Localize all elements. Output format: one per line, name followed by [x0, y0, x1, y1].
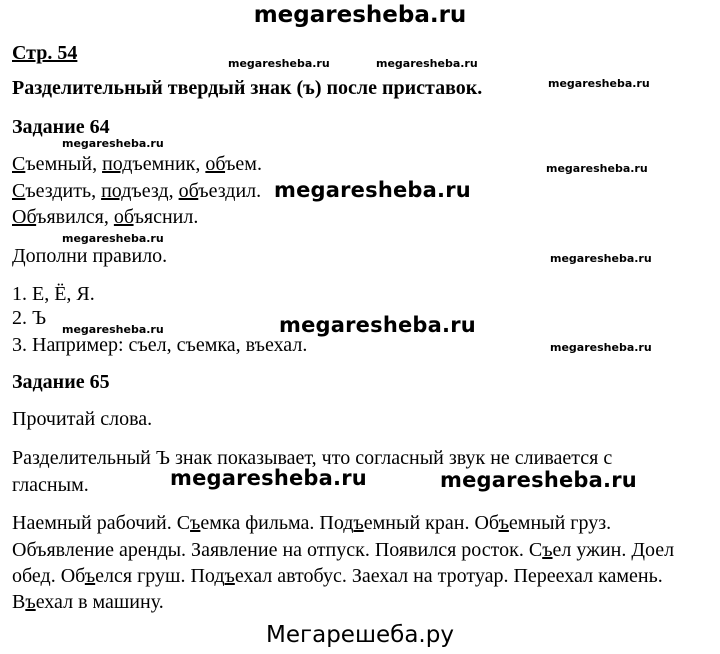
watermark-small: megaresheba.ru — [62, 232, 164, 245]
word-rest: ъем. — [225, 153, 262, 175]
text: ехал в машину. — [35, 591, 164, 613]
watermark-small: megaresheba.ru — [62, 323, 164, 336]
task-65-words-line-1 — [12, 511, 611, 535]
text: емный кран. Об — [363, 512, 499, 534]
task-65-rule-line-2: гласным. — [12, 474, 89, 496]
prefix: об — [205, 153, 226, 175]
header-watermark: megaresheba.ru — [253, 2, 467, 28]
word-rest: ъезд, — [131, 180, 179, 202]
text: емный груз. — [508, 512, 612, 534]
watermark-small: megaresheba.ru — [548, 77, 650, 90]
watermark-large: megaresheba.ru — [279, 313, 476, 337]
task-65-title: Задание 65 — [12, 371, 110, 393]
rule-item: 1. Е, Ё, Я. — [12, 283, 95, 305]
task-65-rule-line-1: Разделительный Ъ знак показывает, что согласный звук не сливается с — [12, 447, 613, 469]
prefix: под — [102, 153, 133, 175]
word-rest: ъездил. — [198, 180, 262, 202]
task-64-instruction: Дополни правило. — [12, 245, 168, 267]
watermark-small: megaresheba.ru — [546, 162, 648, 175]
watermark-small: megaresheba.ru — [550, 252, 652, 265]
prefix: под — [101, 180, 132, 202]
watermark-small: megaresheba.ru — [62, 137, 164, 150]
word-rest: ъяснил. — [133, 206, 199, 228]
task-65-words-line-2 — [12, 538, 674, 562]
text: елся груш. Под — [95, 565, 225, 587]
hard-sign: ъ — [84, 565, 96, 587]
task-65-words-line-4 — [12, 590, 164, 614]
prefix: Об — [12, 206, 37, 228]
text: Объявление аренды. Заявление на отпуск. Появился росток. С — [12, 539, 543, 561]
word-rest: ъемный, — [25, 153, 103, 175]
word-rest: ъемник, — [132, 153, 206, 175]
hard-sign: ъ — [190, 512, 201, 534]
prefix: об — [178, 180, 199, 202]
task-64-line-1 — [12, 152, 262, 176]
text: ел ужин. Доел — [552, 539, 675, 561]
rule-item: 3. Например: съел, съемка, въехал. — [12, 334, 308, 356]
page-label: Стр. 54 — [12, 42, 78, 64]
watermark-small: megaresheba.ru — [228, 57, 330, 70]
hard-sign: ъ — [224, 565, 235, 587]
text: емка фильма. Под — [200, 512, 354, 534]
task-65-words-line-3 — [12, 564, 663, 588]
word-rest: ъездить, — [25, 180, 102, 202]
task-64-line-3 — [12, 205, 198, 229]
word-rest: ъявился, — [36, 206, 114, 228]
task-64-title: Задание 64 — [12, 116, 110, 138]
watermark-large: megaresheba.ru — [170, 466, 367, 490]
watermark-small: megaresheba.ru — [550, 341, 652, 354]
footer-watermark: Мегарешеба.ру — [266, 622, 454, 648]
rule-item: 2. Ъ — [12, 307, 47, 329]
watermark-large: megaresheba.ru — [274, 178, 471, 202]
prefix: С — [12, 153, 26, 175]
prefix: С — [12, 180, 26, 202]
hard-sign: ъ — [353, 512, 364, 534]
text: обед. Об — [12, 565, 85, 587]
prefix: об — [113, 206, 134, 228]
watermark-small: megaresheba.ru — [376, 57, 478, 70]
task-64-line-2 — [12, 179, 261, 203]
text: Наемный рабочий. С — [12, 512, 191, 534]
text: ехал автобус. Заехал на тротуар. Переехал камень. — [234, 565, 663, 587]
watermark-large: megaresheba.ru — [440, 468, 637, 492]
topic-title: Разделительный твердый знак (ъ) после приставок. — [12, 77, 483, 99]
text: В — [12, 591, 26, 613]
hard-sign: ъ — [25, 591, 36, 613]
hard-sign: ъ — [498, 512, 509, 534]
task-65-instruction: Прочитай слова. — [12, 408, 153, 430]
hard-sign: ъ — [542, 539, 553, 561]
